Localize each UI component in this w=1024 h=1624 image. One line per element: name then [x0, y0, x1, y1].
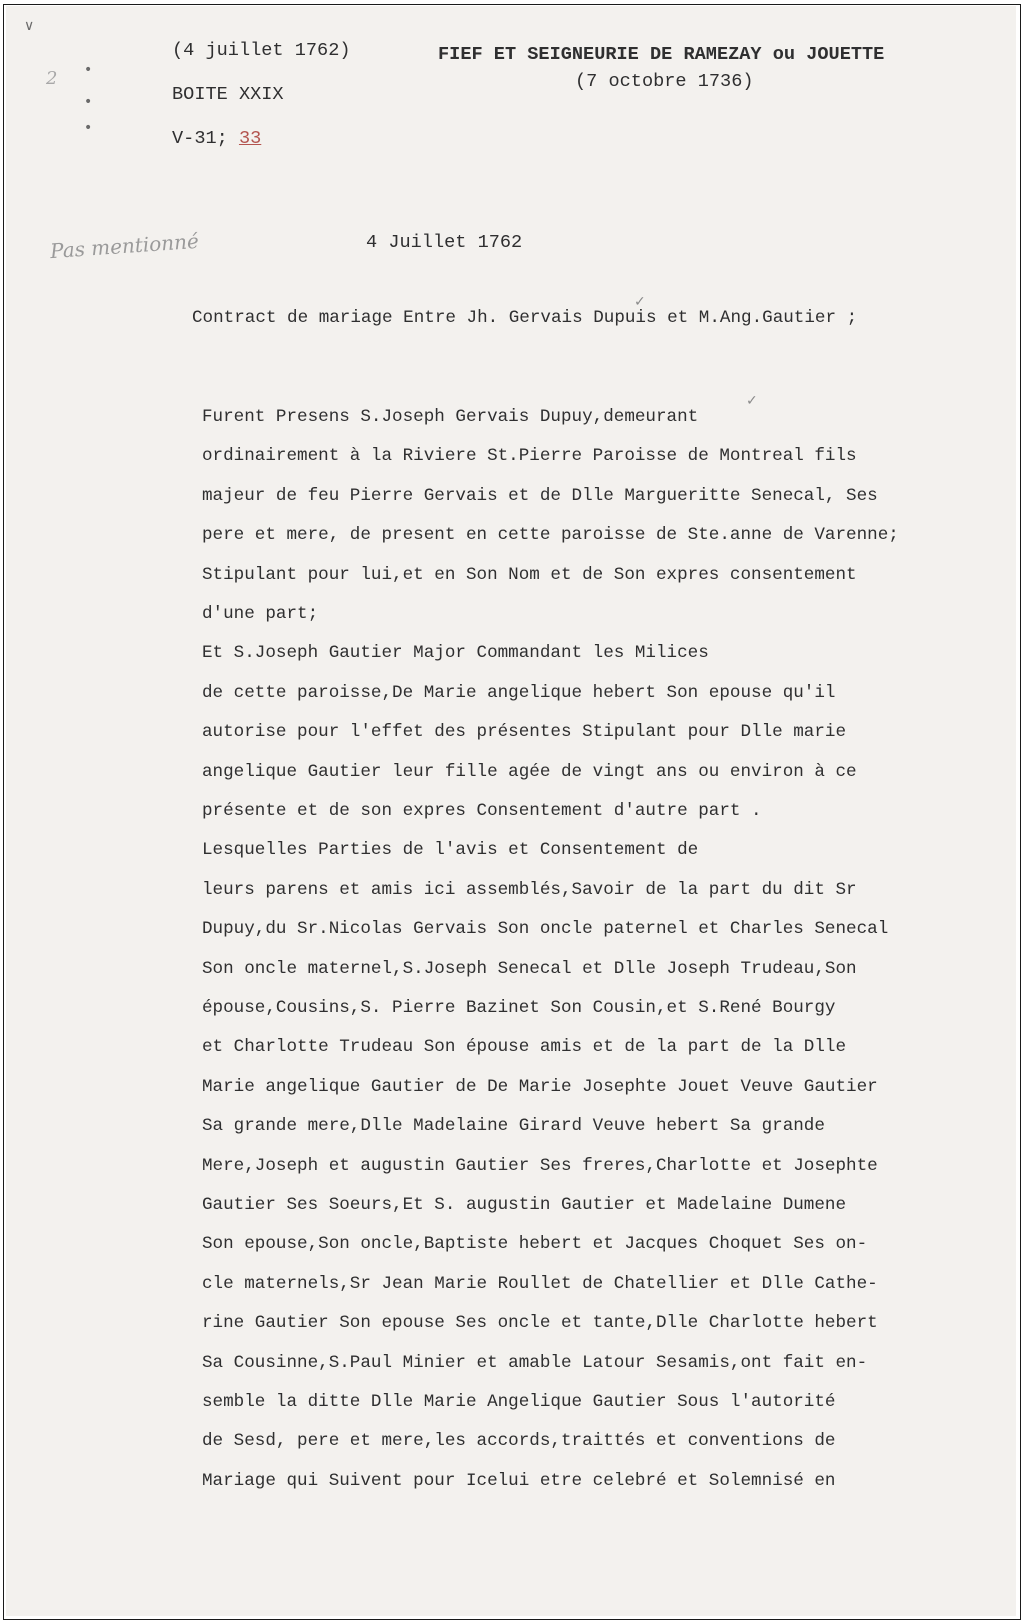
body-line: ordinairement à la Riviere St.Pierre Paroisse de Montreal fils [202, 446, 857, 466]
reference-number: 33 [238, 128, 262, 149]
header-date: (4 juillet 1762) [172, 40, 351, 61]
body-line: présente et de son expres Consentement d'autre part . [202, 801, 762, 821]
body-line: Lesquelles Parties de l'avis et Consentement de [202, 840, 699, 860]
body-line: Gautier Ses Soeurs,Et S. augustin Gautier et Madelaine Dumene [202, 1195, 847, 1215]
body-line: Sa Cousinne,S.Paul Minier et amable Latour Sesamis,ont fait en- [202, 1353, 868, 1373]
body-line: Sa grande mere,Dlle Madelaine Girard Veuve hebert Sa grande [202, 1116, 825, 1136]
body-line: rine Gautier Son epouse Ses oncle et tante,Dlle Charlotte hebert [202, 1313, 878, 1333]
margin-tick-mark: ∨ [24, 18, 35, 34]
header-reference [172, 130, 261, 149]
body-line: d'une part; [202, 604, 319, 624]
body-line: Son epouse,Son oncle,Baptiste hebert et Jacques Choquet Ses on- [202, 1234, 868, 1254]
check-mark: ✓ [634, 294, 646, 310]
header-title-date: (7 octobre 1736) [575, 71, 754, 92]
margin-handwritten-note: Pas mentionné [49, 228, 200, 264]
header-title: FIEF ET SEIGNEURIE DE RAMEZAY ou JOUETTE [438, 44, 885, 65]
body-line: cle maternels,Sr Jean Marie Roullet de Chatellier et Dlle Cathe- [202, 1274, 878, 1294]
body-line: semble la ditte Dlle Marie Angelique Gautier Sous l'autorité [202, 1392, 836, 1412]
paper-sheet [6, 6, 1016, 1616]
margin-number: 2 [46, 68, 58, 89]
body-line: leurs parens et amis ici assemblés,Savoir de la part du dit Sr [202, 880, 857, 900]
body-line: Marie angelique Gautier de De Marie Josephte Jouet Veuve Gautier [202, 1077, 878, 1097]
margin-dot: • [84, 94, 93, 110]
body-line: angelique Gautier leur fille agée de vingt ans ou environ à ce [202, 762, 857, 782]
margin-dot: • [84, 120, 93, 136]
body-line: Furent Presens S.Joseph Gervais Dupuy,demeurant [202, 407, 699, 427]
body-line: majeur de feu Pierre Gervais et de Dlle Margueritte Senecal, Ses [202, 486, 878, 506]
reference-prefix: V-31; [172, 128, 239, 149]
body-line: autorise pour l'effet des présentes Stipulant pour Dlle marie [202, 722, 847, 742]
body-line: Son oncle maternel,S.Joseph Senecal et Dlle Joseph Trudeau,Son [202, 959, 857, 979]
document-date: 4 Juillet 1762 [366, 232, 523, 253]
document-subject: Contract de mariage Entre Jh. Gervais Dupuis et M.Ang.Gautier ; [192, 308, 858, 328]
margin-dot: • [84, 62, 93, 78]
header-box: BOITE XXIX [172, 84, 284, 105]
body-line: pere et mere, de present en cette paroisse de Ste.anne de Varenne; [202, 525, 899, 545]
body-line: Stipulant pour lui,et en Son Nom et de Son expres consentement [202, 565, 857, 585]
body-line: de cette paroisse,De Marie angelique hebert Son epouse qu'il [202, 683, 836, 703]
body-line: Mariage qui Suivent pour Icelui etre celebré et Solemnisé en [202, 1471, 836, 1491]
body-line: épouse,Cousins,S. Pierre Bazinet Son Cousin,et S.René Bourgy [202, 998, 836, 1018]
body-line: Mere,Joseph et augustin Gautier Ses freres,Charlotte et Josephte [202, 1156, 878, 1176]
body-line: Dupuy,du Sr.Nicolas Gervais Son oncle paternel et Charles Senecal [202, 919, 889, 939]
check-mark: ✓ [746, 393, 758, 409]
body-line: de Sesd, pere et mere,les accords,traittés et conventions de [202, 1431, 836, 1451]
body-line: Et S.Joseph Gautier Major Commandant les Milices [202, 643, 709, 663]
body-line: et Charlotte Trudeau Son épouse amis et de la part de la Dlle [202, 1037, 847, 1057]
